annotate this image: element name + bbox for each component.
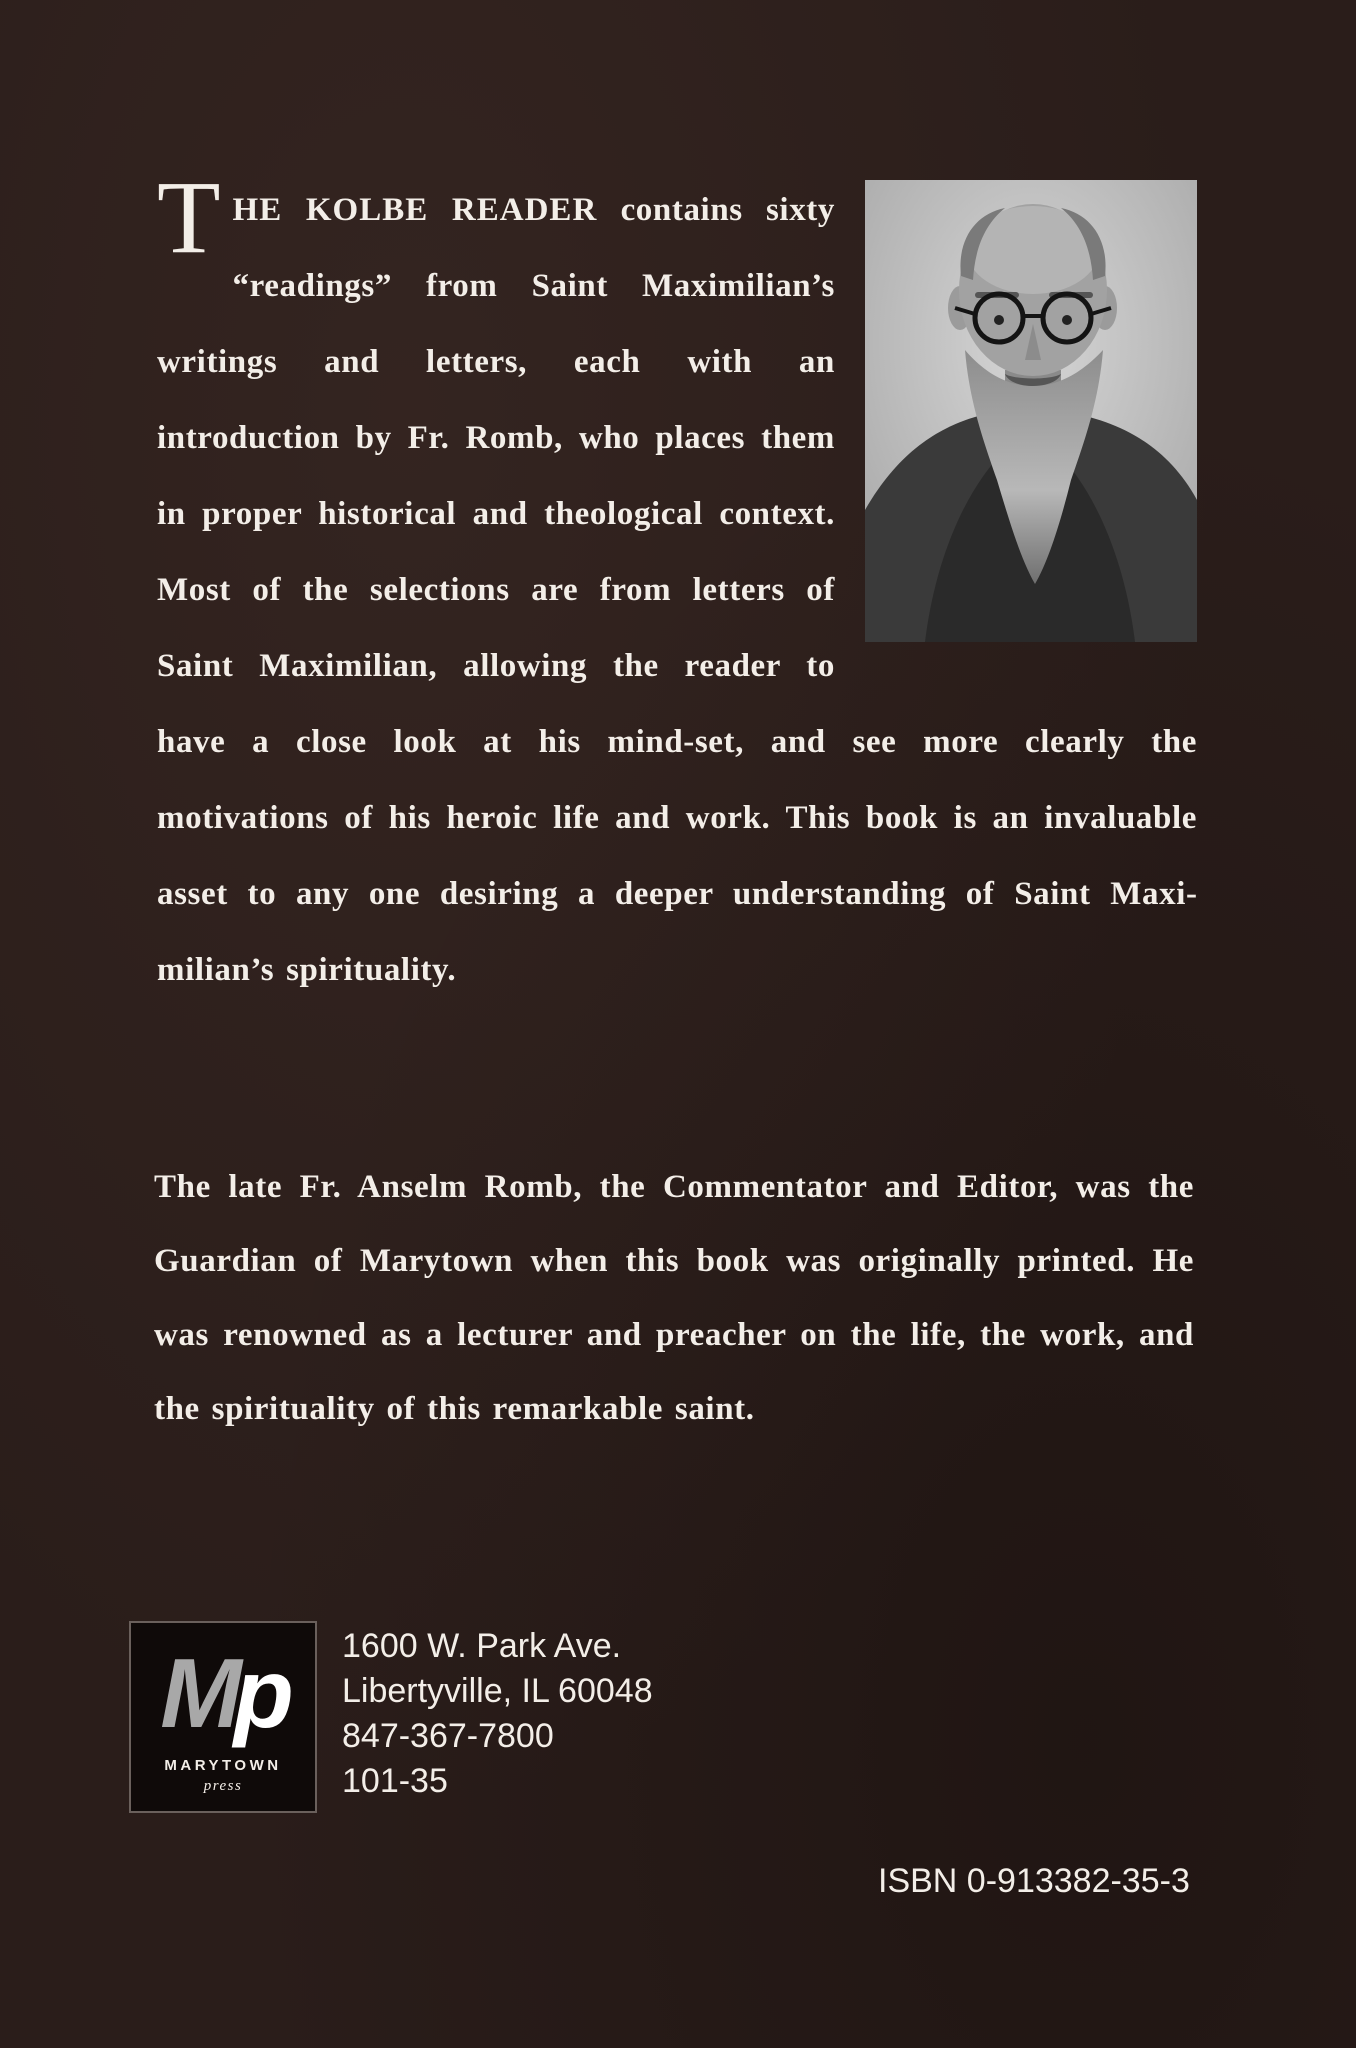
address-city: Libertyville, IL 60048 (342, 1672, 653, 1710)
portrait-photo (865, 180, 1197, 642)
publisher-code: 101-35 (342, 1762, 448, 1800)
address-phone: 847-367-7800 (342, 1717, 554, 1755)
editor-bio (154, 1150, 1194, 1446)
logo-sub: press (203, 1778, 243, 1794)
bio-text: The late Fr. Anselm Romb, the Commentator and Editor, was the Guardian of Marytown when this book was originally printed. He was renowned as a lecturer and preacher on the life, the work, and the spirituality of this remarkable saint. (154, 1169, 1194, 1427)
address-street: 1600 W. Park Ave. (342, 1627, 622, 1665)
description-text: contains sixty “readings” from Saint Maximilian’s writings and letters, each with an introduction by Fr. Romb, who places them in proper historical and theological context. Most of the selections are from letters of Saint Maximilian, allowing the reader to have a close look at his mind-set, and see more clearly the motivations of his heroic life and work. This book is an invaluable asset to any one desiring a deeper understanding of Saint Maximilian’s spirituality. (157, 192, 1197, 988)
logo-letter-p: p (233, 1638, 286, 1748)
marytown-press-logo (129, 1621, 317, 1813)
isbn: ISBN 0-913382-35-3 (878, 1862, 1190, 1900)
drop-cap: T (157, 160, 221, 275)
book-title-lead: HE KOLBE READER (232, 192, 598, 228)
book-description (157, 160, 1197, 1008)
publisher-address (342, 1624, 653, 1804)
logo-name: MARYTOWN (164, 1757, 282, 1774)
logo-mark (131, 1637, 315, 1749)
portrait-illustration (865, 180, 1197, 642)
logo-letter-m: M (160, 1638, 234, 1748)
